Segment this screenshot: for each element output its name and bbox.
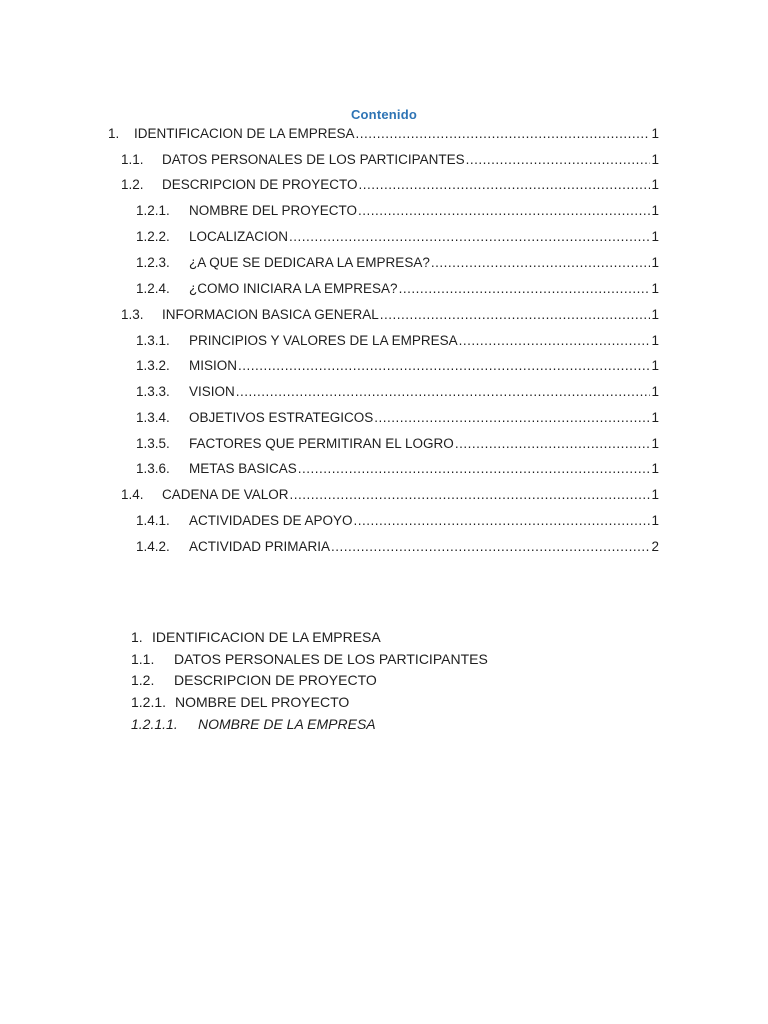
toc-page-number: 1 [651, 281, 659, 296]
toc-entry[interactable] [136, 201, 659, 221]
toc-entry-number: 1.2.3. [136, 255, 170, 270]
toc-page-number: 1 [651, 203, 659, 218]
toc-entry[interactable] [136, 434, 659, 454]
section-heading [131, 714, 376, 734]
toc-entry-number: 1.3.1. [136, 333, 170, 348]
section-heading-number: 1.2. [131, 672, 155, 688]
section-heading-number: 1.2.1.1. [131, 716, 178, 732]
toc-page-number: 1 [651, 384, 659, 399]
toc-entry-number: 1.2.4. [136, 281, 170, 296]
section-heading-title: NOMBRE DEL PROYECTO [175, 694, 350, 710]
toc-dot-leader [236, 382, 651, 402]
toc-entry-number: 1.3.6. [136, 461, 170, 476]
toc-page-number: 1 [651, 177, 659, 192]
section-heading [131, 670, 377, 690]
toc-entry-title: NOMBRE DEL PROYECTO [189, 203, 358, 218]
toc-entry[interactable] [136, 382, 659, 402]
toc-page-number: 1 [651, 513, 659, 528]
toc-entry[interactable] [136, 408, 659, 428]
section-heading-title: DESCRIPCION DE PROYECTO [174, 672, 377, 688]
toc-page-number: 1 [651, 255, 659, 270]
toc-dot-leader [358, 201, 650, 221]
toc-dot-leader [298, 459, 651, 479]
toc-entry-number: 1. [108, 126, 120, 141]
toc-entry-title: METAS BASICAS [189, 461, 297, 476]
toc-entry-title: ACTIVIDAD PRIMARIA [189, 539, 331, 554]
toc-entry-number: 1.1. [121, 152, 144, 167]
toc-entry[interactable] [136, 511, 659, 531]
toc-dot-leader [354, 511, 651, 531]
toc-title: Contenido [350, 107, 418, 122]
toc-entry-title: ¿A QUE SE DEDICARA LA EMPRESA? [189, 255, 430, 270]
section-heading-number: 1.1. [131, 651, 155, 667]
toc-page-number: 1 [651, 358, 659, 373]
toc-page-number: 1 [651, 410, 659, 425]
toc-entry-number: 1.2.1. [136, 203, 170, 218]
toc-entry-title: DESCRIPCION DE PROYECTO [162, 177, 358, 192]
toc-entry-title: CADENA DE VALOR [162, 487, 289, 502]
toc-entry-title: LOCALIZACION [189, 229, 289, 244]
toc-dot-leader [399, 279, 651, 299]
toc-entry-title: INFORMACION BASICA GENERAL [162, 307, 379, 322]
toc-entry-title: VISION [189, 384, 235, 399]
toc-dot-leader [356, 124, 651, 144]
toc-dot-leader [289, 227, 650, 247]
toc-page-number: 1 [651, 152, 659, 167]
toc-dot-leader [431, 253, 651, 273]
toc-entry[interactable] [136, 279, 659, 299]
toc-entry-number: 1.4.1. [136, 513, 170, 528]
toc-entry[interactable] [121, 485, 659, 505]
section-heading-number: 1. [131, 629, 143, 645]
toc-entry-title: PRINCIPIOS Y VALORES DE LA EMPRESA [189, 333, 458, 348]
toc-dot-leader [359, 175, 651, 195]
toc-page-number: 1 [651, 333, 659, 348]
section-heading [131, 692, 349, 712]
toc-entry-number: 1.3.5. [136, 436, 170, 451]
toc-page-number: 1 [651, 487, 659, 502]
toc-entry[interactable] [136, 356, 659, 376]
toc-entry-number: 1.4. [121, 487, 144, 502]
section-heading-title: IDENTIFICACION DE LA EMPRESA [152, 629, 381, 645]
toc-dot-leader [380, 305, 651, 325]
toc-entry-title: OBJETIVOS ESTRATEGICOS [189, 410, 374, 425]
toc-page-number: 1 [651, 307, 659, 322]
section-heading [131, 627, 381, 647]
toc-entry-number: 1.2.2. [136, 229, 170, 244]
toc-entry[interactable] [136, 459, 659, 479]
toc-entry-title: MISION [189, 358, 238, 373]
toc-entry-title: DATOS PERSONALES DE LOS PARTICIPANTES [162, 152, 465, 167]
toc-entry[interactable] [136, 227, 659, 247]
toc-dot-leader [290, 485, 651, 505]
toc-dot-leader [459, 331, 651, 351]
section-heading-title: DATOS PERSONALES DE LOS PARTICIPANTES [174, 651, 488, 667]
toc-entry-number: 1.4.2. [136, 539, 170, 554]
toc-entry-number: 1.3.4. [136, 410, 170, 425]
toc-entry[interactable] [136, 253, 659, 273]
toc-entry[interactable] [136, 537, 659, 557]
toc-page-number: 1 [651, 229, 659, 244]
toc-entry-number: 1.3. [121, 307, 144, 322]
toc-dot-leader [238, 356, 650, 376]
section-heading [131, 649, 488, 669]
toc-entry[interactable] [121, 175, 659, 195]
toc-dot-leader [331, 537, 650, 557]
section-heading-title: NOMBRE DE LA EMPRESA [198, 716, 376, 732]
toc-dot-leader [374, 408, 650, 428]
section-heading-number: 1.2.1. [131, 694, 167, 710]
toc-entry-number: 1.3.2. [136, 358, 170, 373]
toc-entry[interactable] [121, 150, 659, 170]
toc-dot-leader [466, 150, 651, 170]
toc-entry-title: ACTIVIDADES DE APOYO [189, 513, 353, 528]
toc-entry-title: ¿COMO INICIARA LA EMPRESA? [189, 281, 398, 296]
toc-entry[interactable] [108, 124, 659, 144]
toc-entry-title: IDENTIFICACION DE LA EMPRESA [134, 126, 355, 141]
toc-page-number: 1 [651, 461, 659, 476]
toc-page-number: 1 [651, 436, 659, 451]
toc-entry-title: FACTORES QUE PERMITIRAN EL LOGRO [189, 436, 454, 451]
toc-entry[interactable] [121, 305, 659, 325]
toc-page-number: 2 [651, 539, 659, 554]
toc-dot-leader [455, 434, 651, 454]
toc-page-number: 1 [651, 126, 659, 141]
toc-entry[interactable] [136, 331, 659, 351]
toc-entry-number: 1.3.3. [136, 384, 170, 399]
toc-entry-number: 1.2. [121, 177, 144, 192]
